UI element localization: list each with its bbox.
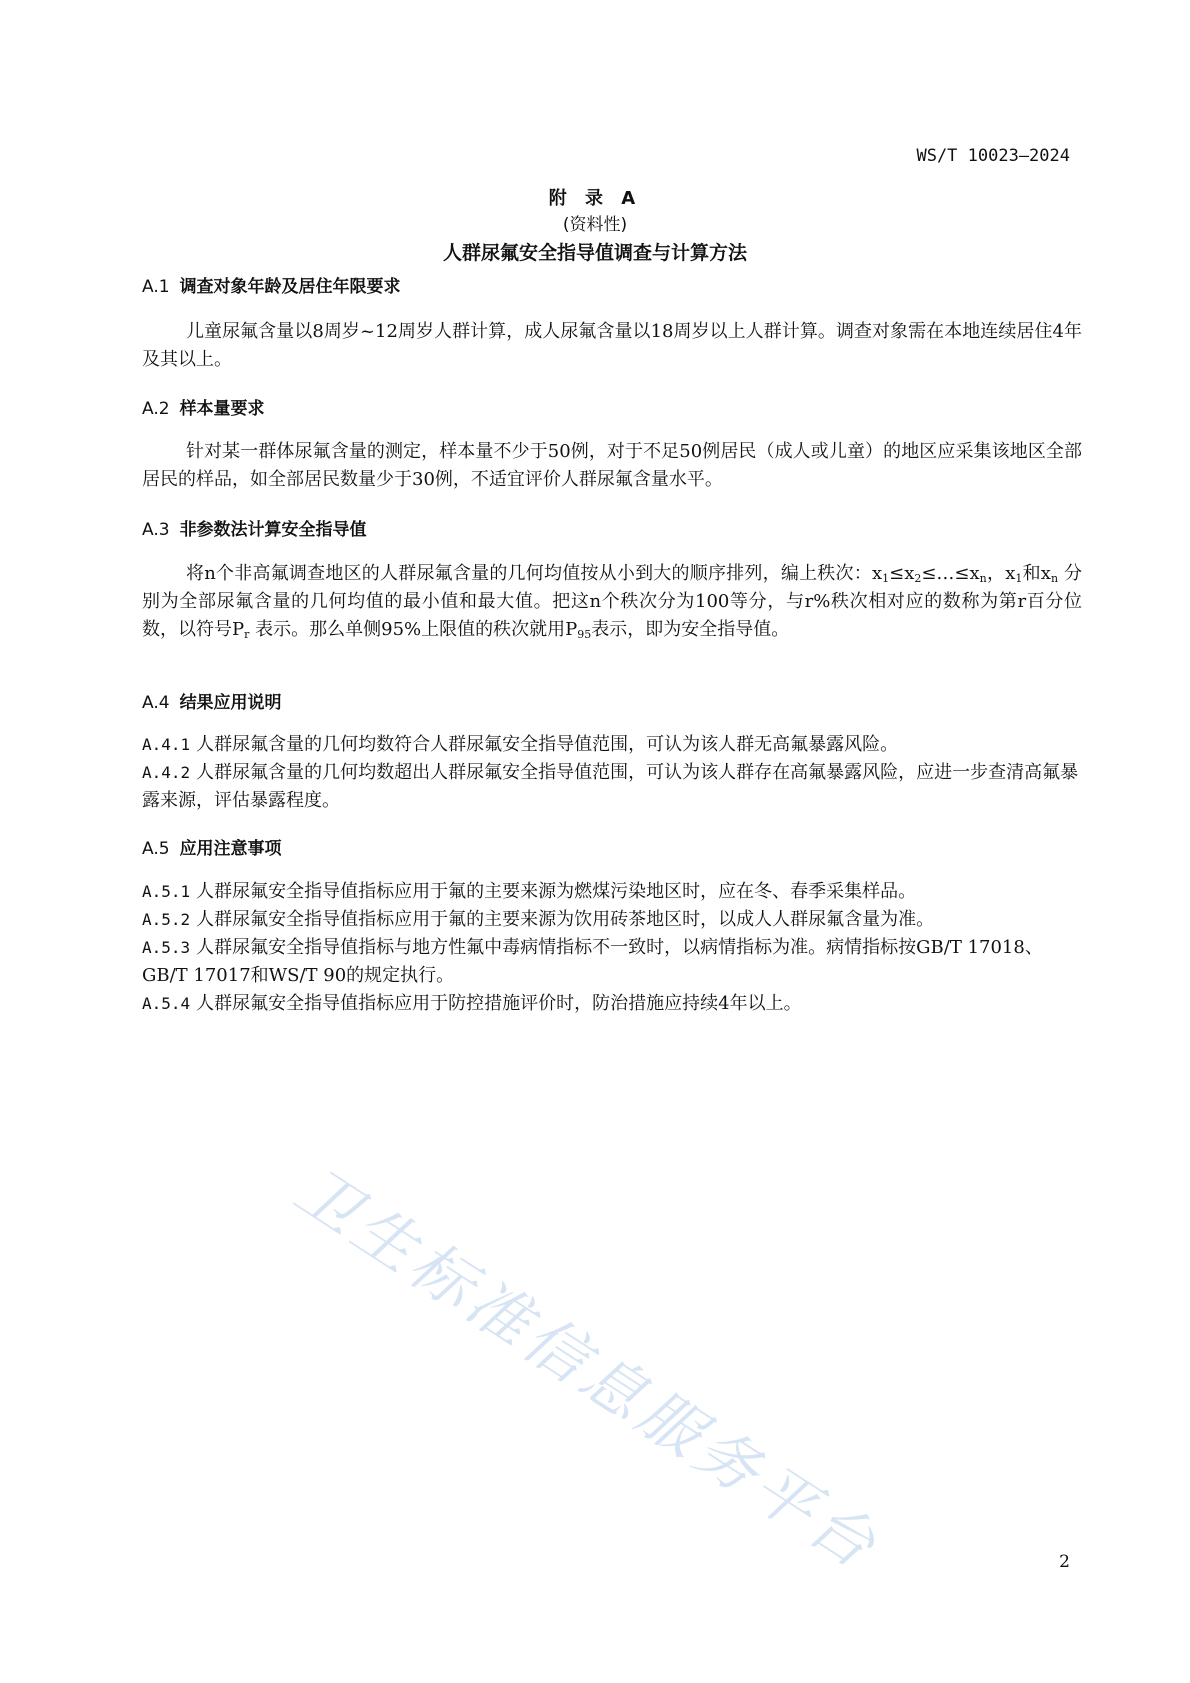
clause-text: 人群尿氟安全指导值指标应用于防控措施评价时，防治措施应持续4年以上。 xyxy=(196,993,802,1014)
clause-number: A.5.2 xyxy=(142,910,191,929)
section-a2-text: 针对某一群体尿氟含量的测定，样本量不少于50例，对于不足50例居民（成人或儿童）的地区应采集该地区全部居民的样品，如全部居民数量少于30例，不适宜评价人群尿氟含量水平。 xyxy=(142,441,1082,490)
clause-text: 人群尿氟安全指导值指标应用于氟的主要来源为燃煤污染地区时，应在冬、春季采集样品。 xyxy=(196,881,917,902)
section-number: A.4 xyxy=(142,693,170,713)
clause-number: A.5.3 xyxy=(142,938,191,957)
standard-code: WS/T 10023—2024 xyxy=(916,146,1070,166)
section-a1-text: 儿童尿氟含量以8周岁~12周岁人群计算，成人尿氟含量以18周岁以上人群计算。调查对象需在本地连续居住4年及其以上。 xyxy=(142,321,1082,370)
section-heading-a5 xyxy=(142,834,282,859)
clause-a5-4 xyxy=(142,990,1087,1018)
section-a3-text: 将n个非高氟调查地区的人群尿氟含量的几何均值按从小到大的顺序排列，编上秩次：$x_1\le x_2\le\dots\le x_n$，$x_1$和$x_n$ 分别为全部尿氟含量的几何均值的最小值和最大值。把这n个秩次分为100等分，与r%秩次相对应的数称为第r百分位数，以符号$P_r$ 表示。那么单侧95%上限值的秩次就用$P_{95}$表示，即为安全指导值。 xyxy=(142,563,1082,641)
clause-a5-3 xyxy=(142,934,1087,990)
clause-text: 人群尿氟含量的几何均数超出人群尿氟安全指导值范围，可认为该人群存在高氟暴露风险，应进一步查清高氟暴露来源，评估暴露程度。 xyxy=(142,762,1079,811)
section-title: 结果应用说明 xyxy=(179,693,282,713)
clause-number: A.4.1 xyxy=(142,735,191,754)
section-title: 调查对象年龄及居住年限要求 xyxy=(179,277,401,297)
section-number: A.1 xyxy=(142,277,170,297)
section-heading-a3 xyxy=(142,515,367,540)
section-heading-a1 xyxy=(142,272,401,297)
clause-a5-1 xyxy=(142,878,1087,906)
section-number: A.3 xyxy=(142,520,170,540)
clause-a4-2 xyxy=(142,759,1087,815)
appendix-label: 附 录 A xyxy=(548,188,642,209)
clause-number: A.4.2 xyxy=(142,763,191,782)
section-title: 应用注意事项 xyxy=(179,839,282,859)
page-number: 2 xyxy=(1059,1552,1070,1572)
section-title: 样本量要求 xyxy=(179,399,265,419)
section-number: A.5 xyxy=(142,839,170,859)
clause-a5-2 xyxy=(142,906,1087,934)
appendix-main-title: 人群尿氟安全指导值调查与计算方法 xyxy=(442,242,747,264)
appendix-title-block xyxy=(0,186,1190,268)
section-title: 非参数法计算安全指导值 xyxy=(179,520,367,540)
section-heading-a2 xyxy=(142,394,265,419)
section-number: A.2 xyxy=(142,399,170,419)
watermark: 卫生标准信息服务平台 xyxy=(282,1153,893,1585)
clause-text: 人群尿氟含量的几何均数符合人群尿氟安全指导值范围，可认为该人群无高氟暴露风险。 xyxy=(196,734,899,755)
clause-number: A.5.4 xyxy=(142,994,191,1013)
section-heading-a4 xyxy=(142,688,282,713)
clause-number: A.5.1 xyxy=(142,882,191,901)
clause-a4-1 xyxy=(142,731,1087,759)
clause-text: 人群尿氟安全指导值指标应用于氟的主要来源为饮用砖茶地区时，以成人人群尿氟含量为准。 xyxy=(196,909,935,930)
appendix-nature: (资料性) xyxy=(562,215,628,235)
clause-text: 人群尿氟安全指导值指标与地方性氟中毒病情指标不一致时，以病情指标为准。病情指标按GB/T 17018、GB/T 17017和WS/T 90的规定执行。 xyxy=(142,937,1043,986)
